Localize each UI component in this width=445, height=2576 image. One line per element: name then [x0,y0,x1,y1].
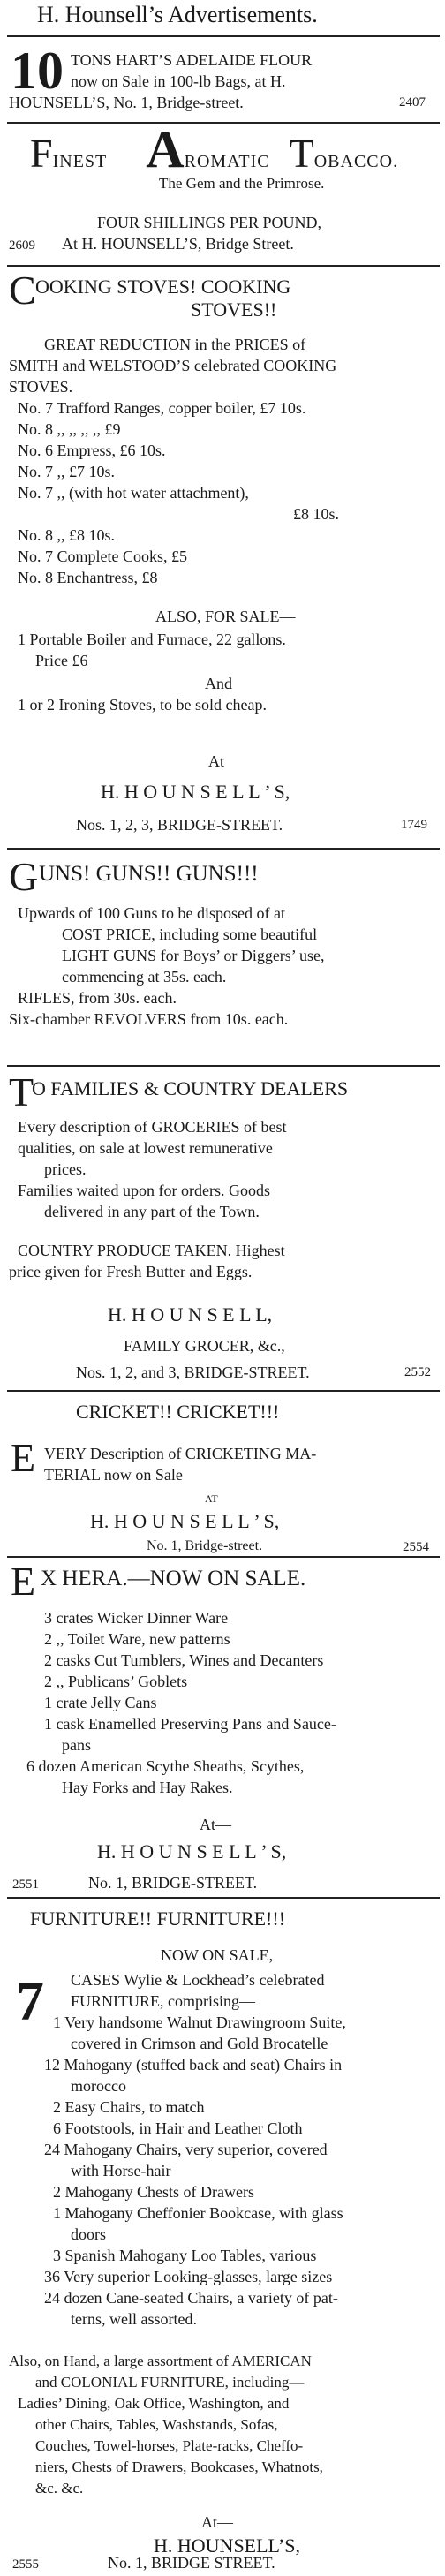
stoves-at: At [208,752,224,770]
drop-cap-f: F [30,131,53,176]
furniture-also: &c. &c. [35,2480,84,2497]
ad-stoves [9,268,438,851]
merchant-address: Nos. 1, 2, and 3, BRIDGE-STREET. [76,1364,310,1381]
list-item: pans [62,1736,91,1754]
list-item: terns, well assorted. [71,2310,197,2328]
list-item: doors [71,2225,106,2243]
stoves-also-item: Price £6 [35,652,88,669]
tobacco-heading [30,120,399,178]
grocer-line: Every description of GROCERIES of best [18,1118,287,1136]
grocer-line: qualities, on sale at lowest remunerative [18,1139,273,1157]
heading-word: OBACCO. [313,152,399,171]
furniture-also: and COLONIAL FURNITURE, including— [35,2374,305,2391]
grocer-line: price given for Fresh Butter and Eggs. [9,1263,253,1280]
list-item: 36 Very superior Looking-glasses, large sizes [44,2268,333,2285]
merchant-name: H. H O U N S E L L ’ S, [90,1510,280,1532]
masthead-title: H. Hounsell’s Advertisements. [37,2,318,27]
list-item: 12 Mahogany (stuffed back and seat) Chairs in [44,2056,343,2074]
furniture-cases: FURNITURE, comprising— [71,1992,255,2010]
big-number: 10 [11,42,64,100]
ad-furniture [9,1900,438,2576]
list-item: 3 Spanish Mahogany Loo Tables, various [53,2247,317,2264]
divider [7,122,440,124]
ad-ex-hera [9,1560,438,1892]
grocer-line: Families waited upon for orders. Goods [18,1182,270,1199]
ship-at: At— [200,1816,231,1833]
list-item: morocco [71,2077,126,2095]
divider [7,1897,440,1899]
ad-ref: 2554 [403,1540,429,1554]
list-item: Hay Forks and Hay Rakes. [62,1779,233,1796]
stoves-also-item: 1 or 2 Ironing Stoves, to be sold cheap. [18,696,267,714]
drop-cap-e: E [11,1559,36,1604]
list-item: No. 7 Complete Cooks, £5 [18,548,187,565]
list-item: 6 dozen American Scythe Sheaths, Scythes, [26,1757,305,1775]
heading-word: INEST [52,152,108,171]
furniture-also: Ladies’ Dining, Oak Office, Washington, and [18,2395,290,2412]
heading-word: ROMATIC [184,152,270,171]
drop-cap-e: E [11,1435,36,1480]
divider [7,1556,440,1558]
stoves-and: And [205,675,232,692]
cricket-line: VERY Description of CRICKETING MA- [44,1445,317,1462]
ad-ref: 1749 [401,818,427,832]
tobacco-sub: The Gem and the Primrose. [159,175,325,192]
stoves-also: ALSO, FOR SALE— [155,608,296,625]
ad-tobacco [9,120,438,261]
list-item: 2 Easy Chairs, to match [53,2098,205,2116]
merchant-name: H. H O U N S E L L, [108,1303,273,1326]
stoves-para: SMITH and WELSTOOD’S celebrated COOKING [9,357,337,374]
guns-line: commencing at 35s. each. [62,968,227,986]
guns-line: Six-chamber REVOLVERS from 10s. each. [9,1010,289,1028]
merchant-address: No. 1, Bridge-street. [147,1538,263,1553]
furniture-also: other Chairs, Tables, Washstands, Sofas, [35,2416,278,2433]
grocer-line: COUNTRY PRODUCE TAKEN. Highest [18,1242,285,1259]
furniture-cases: CASES Wylie & Lockhead’s celebrated [71,1971,325,1989]
merchant-trade: FAMILY GROCER, &c., [124,1337,285,1355]
stoves-para: GREAT REDUCTION in the PRICES of [44,336,306,353]
guns-line: LIGHT GUNS for Boys’ or Diggers’ use, [62,947,325,964]
list-item: 6 Footstools, in Hair and Leather Cloth [53,2119,303,2137]
flour-line-3: HOUNSELL’S, No. 1, Bridge-street. [9,94,244,111]
guns-line: RIFLES, from 30s. each. [18,989,177,1007]
furniture-also: Couches, Towel-horses, Plate-racks, Cheffo- [35,2437,304,2454]
guns-heading: UNS! GUNS!! GUNS!!! [39,862,259,886]
merchant-name: H. H O U N S E L L ’ S, [101,781,290,803]
flour-line-2: now on Sale in 100-lb Bags, at H. [71,72,286,90]
tobacco-at: At H. HOUNSELL’S, Bridge Street. [62,235,294,253]
stoves-heading-2: STOVES!! [191,298,277,321]
merchant-address: No. 1, BRIDGE-STREET. [88,1874,258,1892]
list-item: No. 7 ,, £7 10s. [18,463,116,480]
furniture-heading: FURNITURE!! FURNITURE!!! [30,1907,286,1930]
list-item: No. 6 Empress, £6 10s. [18,442,166,459]
list-item: 1 Very handsome Walnut Drawingroom Suite, [53,2013,346,2031]
cricket-heading: CRICKET!! CRICKET!!! [76,1401,280,1423]
ad-ref: 2609 [9,238,35,253]
ship-heading: X HERA.—NOW ON SALE. [41,1567,306,1590]
stoves-heading: OOKING STOVES! COOKING [35,276,291,298]
cricket-line: TERIAL now on Sale [44,1466,183,1484]
stoves-also-item: 1 Portable Boiler and Furnace, 22 gallons. [18,631,286,648]
merchant-address: Nos. 1, 2, 3, BRIDGE-STREET. [76,816,283,834]
list-item: 2 Mahogany Chests of Drawers [53,2183,254,2201]
ad-ref: 2552 [404,1365,431,1379]
divider [7,35,440,37]
tobacco-price: FOUR SHILLINGS PER POUND, [97,214,322,231]
drop-cap-t: T [9,1069,34,1114]
drop-cap-g: G [9,854,39,899]
list-item: with Horse-hair [71,2162,171,2179]
list-item: No. 7 ,, (with hot water attachment), [18,484,249,502]
ad-grocer [9,1069,438,1386]
list-item: No. 8 ,, ,, ,, ,, £9 [18,420,121,438]
merchant-name: H. HOUNSELL’S, [154,2534,301,2557]
list-item: 3 crates Wicker Dinner Ware [44,1609,229,1627]
ad-guns [9,851,438,1056]
merchant-name: H. H O U N S E L L ’ S, [97,1840,287,1862]
drop-cap-a: A [146,120,185,178]
guns-line: COST PRICE, including some beautiful [62,925,318,943]
list-item: 1 cask Enamelled Preserving Pans and Sauce- [44,1715,336,1733]
divider [7,265,440,267]
list-item: £8 10s. [293,505,340,523]
furniture-also: niers, Chests of Drawers, Bookcases, Whatnots, [35,2459,323,2475]
ad-ref: 2407 [399,95,426,110]
list-item: covered in Crimson and Gold Brocatelle [71,2035,328,2052]
stoves-para: STOVES. [9,378,73,396]
drop-cap-t: T [289,131,314,176]
list-item: 2 casks Cut Tumblers, Wines and Decanters [44,1651,324,1669]
list-item: 2 ,, Toilet Ware, new patterns [44,1630,230,1648]
list-item: 2 ,, Publicans’ Goblets [44,1673,188,1690]
ad-cricket [9,1394,438,1554]
furniture-also: Also, on Hand, a large assortment of AMERICAN [9,2353,312,2369]
drop-cap-c: C [9,268,36,313]
furniture-at: At— [201,2513,233,2531]
list-item: 24 dozen Cane-seated Chairs, a variety of pat- [44,2289,338,2307]
divider [7,1390,440,1392]
big-number: 7 [16,1969,44,2032]
ad-flour [9,41,438,117]
furniture-now: NOW ON SALE, [161,1946,274,1964]
cricket-at: AT [205,1492,218,1505]
ad-ref: 2555 [12,2557,39,2572]
grocer-line: delivered in any part of the Town. [44,1203,260,1220]
guns-line: Upwards of 100 Guns to be disposed of at [18,904,285,922]
list-item: No. 8 ,, £8 10s. [18,526,116,544]
divider [7,1065,440,1067]
ad-ref: 2551 [12,1877,39,1892]
divider [7,848,440,850]
list-item: 1 Mahogany Cheffonier Bookcase, with glass [53,2204,343,2222]
grocer-line: prices. [44,1160,87,1178]
flour-line-1: TONS HART’S ADELAIDE FLOUR [71,51,313,69]
grocer-heading: O FAMILIES & COUNTRY DEALERS [32,1077,349,1099]
list-item: 24 Mahogany Chairs, very superior, covered [44,2141,328,2158]
list-item: No. 8 Enchantress, £8 [18,569,158,586]
list-item: No. 7 Trafford Ranges, copper boiler, £7 10s. [18,399,306,417]
list-item: 1 crate Jelly Cans [44,1694,157,1711]
merchant-address: No. 1, BRIDGE STREET. [108,2554,275,2572]
